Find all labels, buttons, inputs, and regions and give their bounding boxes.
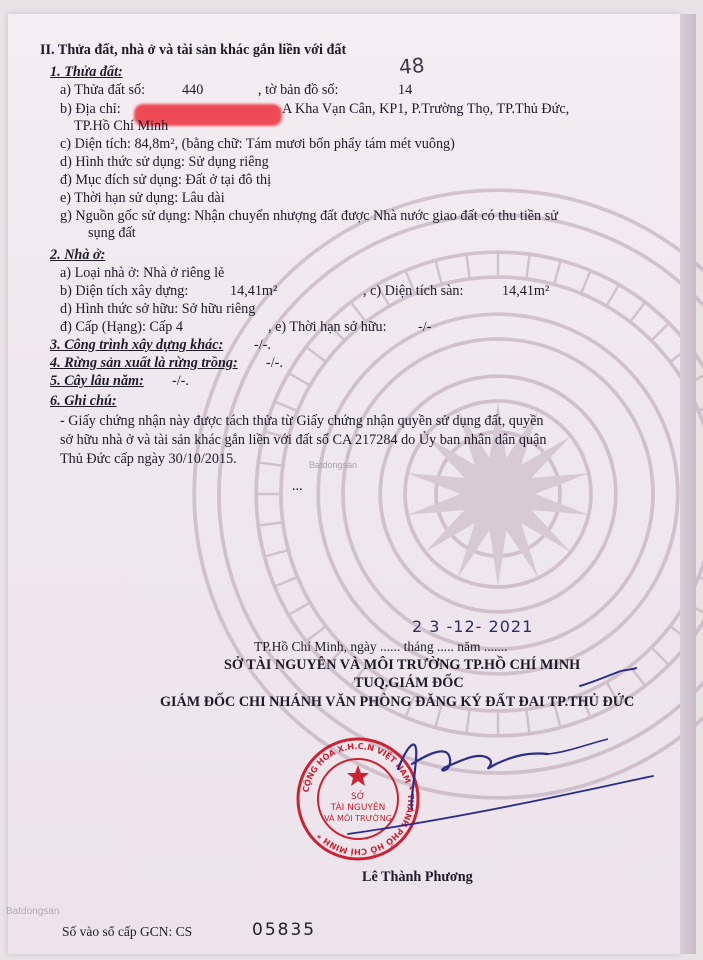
term-line: e) Thời hạn sử dụng: Lâu dài: [60, 190, 225, 206]
construction-heading: 3. Công trình xây dựng khác:: [50, 337, 224, 353]
purpose-line: đ) Mục đích sử dụng: Đất ở tại đô thị: [60, 172, 272, 188]
forest-value: -/-.: [266, 355, 283, 371]
handwritten-signature: [338, 714, 658, 864]
trees-heading: 5. Cây lâu năm:: [50, 373, 144, 389]
notes-line-3: Thủ Đức cấp ngày 30/10/2015.: [60, 451, 237, 467]
map-number: 14: [398, 82, 413, 98]
stamp-center-1: SỞ: [351, 792, 365, 802]
parcel-number: 440: [182, 82, 204, 98]
registry-number: 05835: [252, 920, 317, 940]
origin-line-1: g) Nguồn gốc sử dụng: Nhận chuyển nhượng đất được Nhà nước giao đất có thu tiền sử: [60, 208, 558, 224]
house-type-line: a) Loại nhà ở: Nhà ở riêng lẻ: [60, 265, 225, 281]
handwritten-note: 48: [398, 52, 426, 80]
stamp-center-3: VÀ MÔI TRƯỜNG: [324, 814, 392, 823]
address-line-1: A Kha Vạn Cân, KP1, P.Trường Thọ, TP.Thủ Đức,: [282, 101, 570, 117]
signer-name: Lê Thành Phương: [362, 869, 473, 885]
floor-area-value: 14,41m²: [502, 283, 550, 299]
issue-date-stamp: 2 3 -12- 2021: [412, 617, 534, 636]
house-heading: 2. Nhà ở:: [50, 247, 106, 263]
corner-watermark: Batdongsan: [6, 906, 60, 917]
notes-line-2: sở hữu nhà ở và tài sản khác gắn liền với đất số CA 217284 do Ủy ban nhân dân quận: [60, 432, 547, 448]
certificate-page: [8, 14, 680, 954]
forest-heading: 4. Rừng sản xuất là rừng trồng:: [50, 355, 238, 371]
agency-name: SỞ TÀI NGUYÊN VÀ MÔI TRƯỜNG TP.HỒ CHÍ MINH: [224, 657, 581, 673]
origin-line-2: sụng đất: [88, 225, 136, 241]
build-area-label: b) Diện tích xây dựng:: [60, 283, 189, 299]
watermark: Batdongsan: [309, 460, 358, 470]
on-behalf-line: TUQ.GIÁM ĐỐC: [354, 675, 464, 691]
stamp-ring-text: CỘNG HÒA X.H.C.N VIỆT NAM * THÀNH PHỐ HỒ CHÍ MINH *: [300, 740, 417, 858]
map-label: , tờ bản đồ số:: [258, 82, 339, 98]
signature-tick: [578, 664, 638, 694]
own-term-value: -/-: [418, 319, 432, 335]
grade-line: đ) Cấp (Hạng): Cấp 4: [60, 319, 183, 335]
floor-area-label: , c) Diện tích sàn:: [363, 283, 464, 299]
construction-value: -/-.: [254, 337, 271, 353]
address-line-2: TP.Hồ Chí Minh: [74, 118, 169, 134]
address-label: b) Địa chỉ:: [60, 101, 121, 117]
date-line: TP.Hồ Chí Minh, ngày ...... tháng ..... năm .......: [254, 639, 508, 654]
stamp-center-2: TÀI NGUYÊN: [330, 803, 386, 813]
notes-line-1: - Giấy chứng nhận này được tách thửa từ Giấy chứng nhận quyền sử dụng đất, quyền: [60, 413, 544, 429]
bronze-drum-background-pattern: [188, 184, 703, 804]
own-term-label: , e) Thời hạn sở hữu:: [268, 319, 387, 335]
section-title: II. Thửa đất, nhà ở và tài sản khác gắn liền với đất: [40, 42, 347, 58]
notes-heading: 6. Ghi chú:: [50, 393, 117, 409]
trees-value: -/-.: [172, 373, 189, 389]
usage-form-line: d) Hình thức sử dụng: Sử dụng riêng: [60, 154, 269, 170]
ownership-line: d) Hình thức sở hữu: Sở hữu riêng: [60, 301, 256, 317]
parcel-label: a) Thửa đất số:: [60, 82, 146, 98]
notes-dots: ...: [292, 478, 303, 494]
build-area-value: 14,41m²: [230, 283, 278, 299]
area-line: c) Diện tích: 84,8m², (bằng chữ: Tám mươi bốn phẩy tám mét vuông): [60, 136, 455, 152]
registry-label: Số vào sổ cấp GCN: CS: [62, 924, 193, 939]
director-title: GIÁM ĐỐC CHI NHÁNH VĂN PHÒNG ĐĂNG KÝ ĐẤT ĐAI TP.THỦ ĐỨC: [160, 694, 635, 710]
land-heading: 1. Thửa đất:: [50, 64, 123, 80]
